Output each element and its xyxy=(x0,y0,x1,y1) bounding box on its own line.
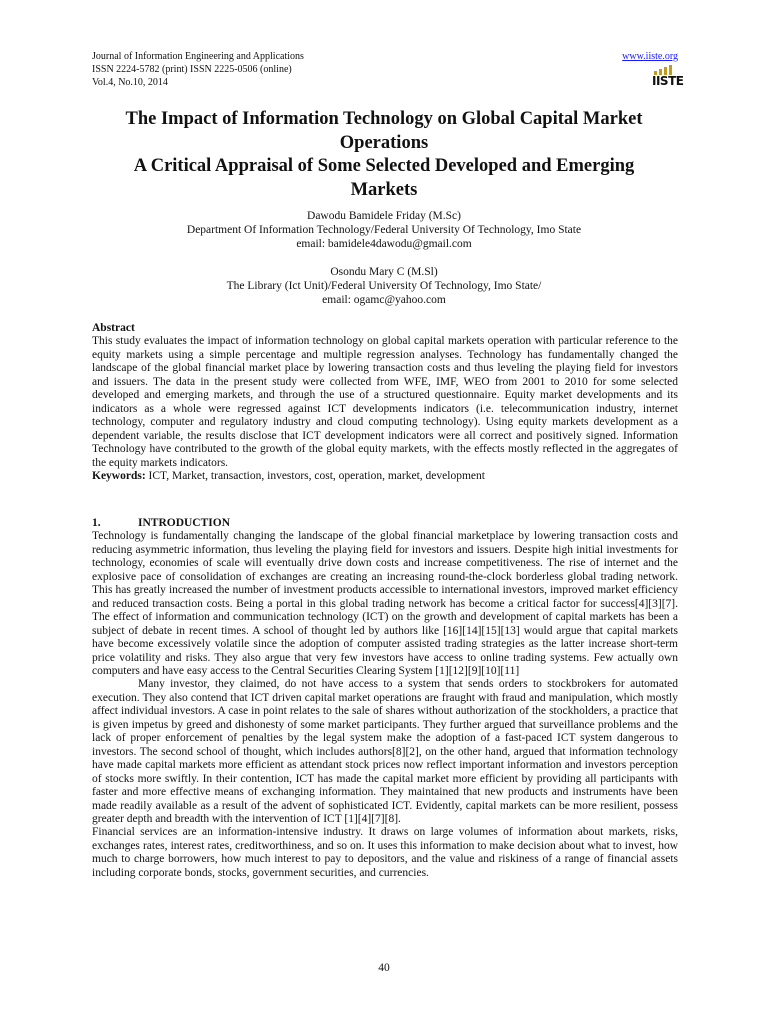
abstract-section xyxy=(92,322,678,483)
keywords xyxy=(92,470,678,483)
abstract-heading: Abstract xyxy=(92,322,135,334)
author-affiliation: Department Of Information Technology/Federal University Of Technology, Imo State xyxy=(186,224,582,236)
author-affiliation: The Library (Ict Unit)/Federal University Of Technology, Imo State/ xyxy=(226,280,542,292)
section-title: INTRODUCTION xyxy=(138,517,231,529)
paper-title xyxy=(80,108,688,202)
authors xyxy=(80,209,688,307)
logo-text: IISTE xyxy=(652,74,684,88)
intro-paragraph-3: Financial services are an information-intensive industry. It draws on large volumes of information about markets, risks, exchanges rates, interest rates, creditworthiness, and so on. It uses this information to make decision about what to invest, how much to charge borrowers, how much interest to pay to depositors, and the value and riskiness of a range of financial assets including corporate bonds, stocks, government securities, and currencies. xyxy=(92,826,678,879)
journal-info xyxy=(92,50,304,89)
abstract-text: This study evaluates the impact of information technology on global capital markets operation with particular reference to the equity markets using a simple percentage and multiple regression analyses. Technology has fundamentally changed the landscape of the global financial market place by lowering transaction costs and thus leveling the playing field for investors and issuers. The data in the present study were collected from WFE, IMF, WEO from 2001 to 2010 for some selected developed and emerging markets, and through the use of a structured questionnaire. Equity market developments and its indicators as a whole were regressed against ICT developments indicators (i.e. telecommunication industry, internet technology, computer and regulatory industry and cloud computing technology). Using equity markets development as a dependent variable, the results disclose that ICT development indicators were all correct and positively signed. Information Technology have contributed to the growth of the global equity markets, with the effects mostly reflected in the aggregates of the equity markets indicators. xyxy=(92,335,678,469)
author-2 xyxy=(80,265,688,307)
journal-name: Journal of Information Engineering and Applications xyxy=(92,51,304,62)
journal-volume: Vol.4, No.10, 2014 xyxy=(92,77,168,88)
section-heading xyxy=(92,517,678,530)
iiste-logo-icon xyxy=(652,65,684,91)
intro-paragraph-2: Many investor, they claimed, do not have access to a system that sends orders to stockbrokers for automated execution. They also contend that ICT driven capital market operations are fraught with fraud and manipulation, which mostly affect individual investors. A case in point relates to the sale of shares without authorization of the stockholders, a practice that is given impetus by greed and dishonesty of some market participants. They further argued that surveillance problems and the lack of proper enforcement of penalties by the legal system make the adoption of a fast-paced ICT system dangerous to investors. The second school of thought, which includes authors[8][2], on the other hand, argued that information technology have made capital markets more efficient as attendant stock prices now reflect important information and investors perception of stocks more swiftly. In their contention, ICT has made the capital market more efficient by providing all participants with faster and more effective means of exchanging information. They maintained that new products and instruments have been made readily available as a result of the advent of sophisticated ICT. Evidently, capital markets can be more resilient, possess greater depth and breadth with the intervention of ICT [1][4][7][8]. xyxy=(92,678,678,825)
section-number: 1. xyxy=(92,517,101,529)
author-email: email: bamidele4dawodu@gmail.com xyxy=(296,238,472,250)
author-name: Osondu Mary C (M.Sl) xyxy=(330,266,438,278)
author-email: email: ogamc@yahoo.com xyxy=(322,294,446,306)
journal-header xyxy=(92,50,684,94)
title-line-1: The Impact of Information Technology on Global Capital Market xyxy=(125,109,643,129)
author-name: Dawodu Bamidele Friday (M.Sc) xyxy=(307,210,461,222)
intro-paragraph-1: Technology is fundamentally changing the landscape of the global financial marketplace by lowering transaction costs and reducing asymmetric information, thus leveling the playing field for investors and issuers. Despite high initial investments for technology, economies of scale will eventually drive down costs and increase competitiveness. The rise of internet and the explosive pace of consolidation of exchanges are creating an increasing round-the-clock borderless global trading network. This has greatly increased the number of investment products accessible to international investors, improved market efficiency and reduced transaction costs. Being a portal in this global trading network has become a critical factor for success[4][3][7]. The effect of information and communication technology (ICT) on the growth and development of capital markets has been a subject of debate in recent times. A school of thought led by authors like [16][14][15][13] would argue that capital markets have become excessively volatile since the adoption of computer assisted trading strategies as the latter increase short-term price volatility and risks. They also argue that very few investors have access to online trading systems. Few actually own computers and have easy access to the Central Securities Clearing System [1][12][9][10][11] xyxy=(92,530,678,677)
author-1 xyxy=(80,209,688,251)
title-line-3: A Critical Appraisal of Some Selected Developed and Emerging xyxy=(133,156,635,176)
journal-issn: ISSN 2224-5782 (print) ISSN 2225-0506 (online) xyxy=(92,64,292,75)
journal-url-link[interactable]: www.iiste.org xyxy=(622,51,678,62)
page-number: 40 xyxy=(378,962,390,974)
keywords-label: Keywords: xyxy=(92,469,146,482)
introduction-section xyxy=(92,517,678,880)
title-line-4: Markets xyxy=(350,179,418,200)
title-line-2: Operations xyxy=(339,132,429,153)
keywords-list: ICT, Market, transaction, investors, cost, operation, market, development xyxy=(148,469,485,482)
